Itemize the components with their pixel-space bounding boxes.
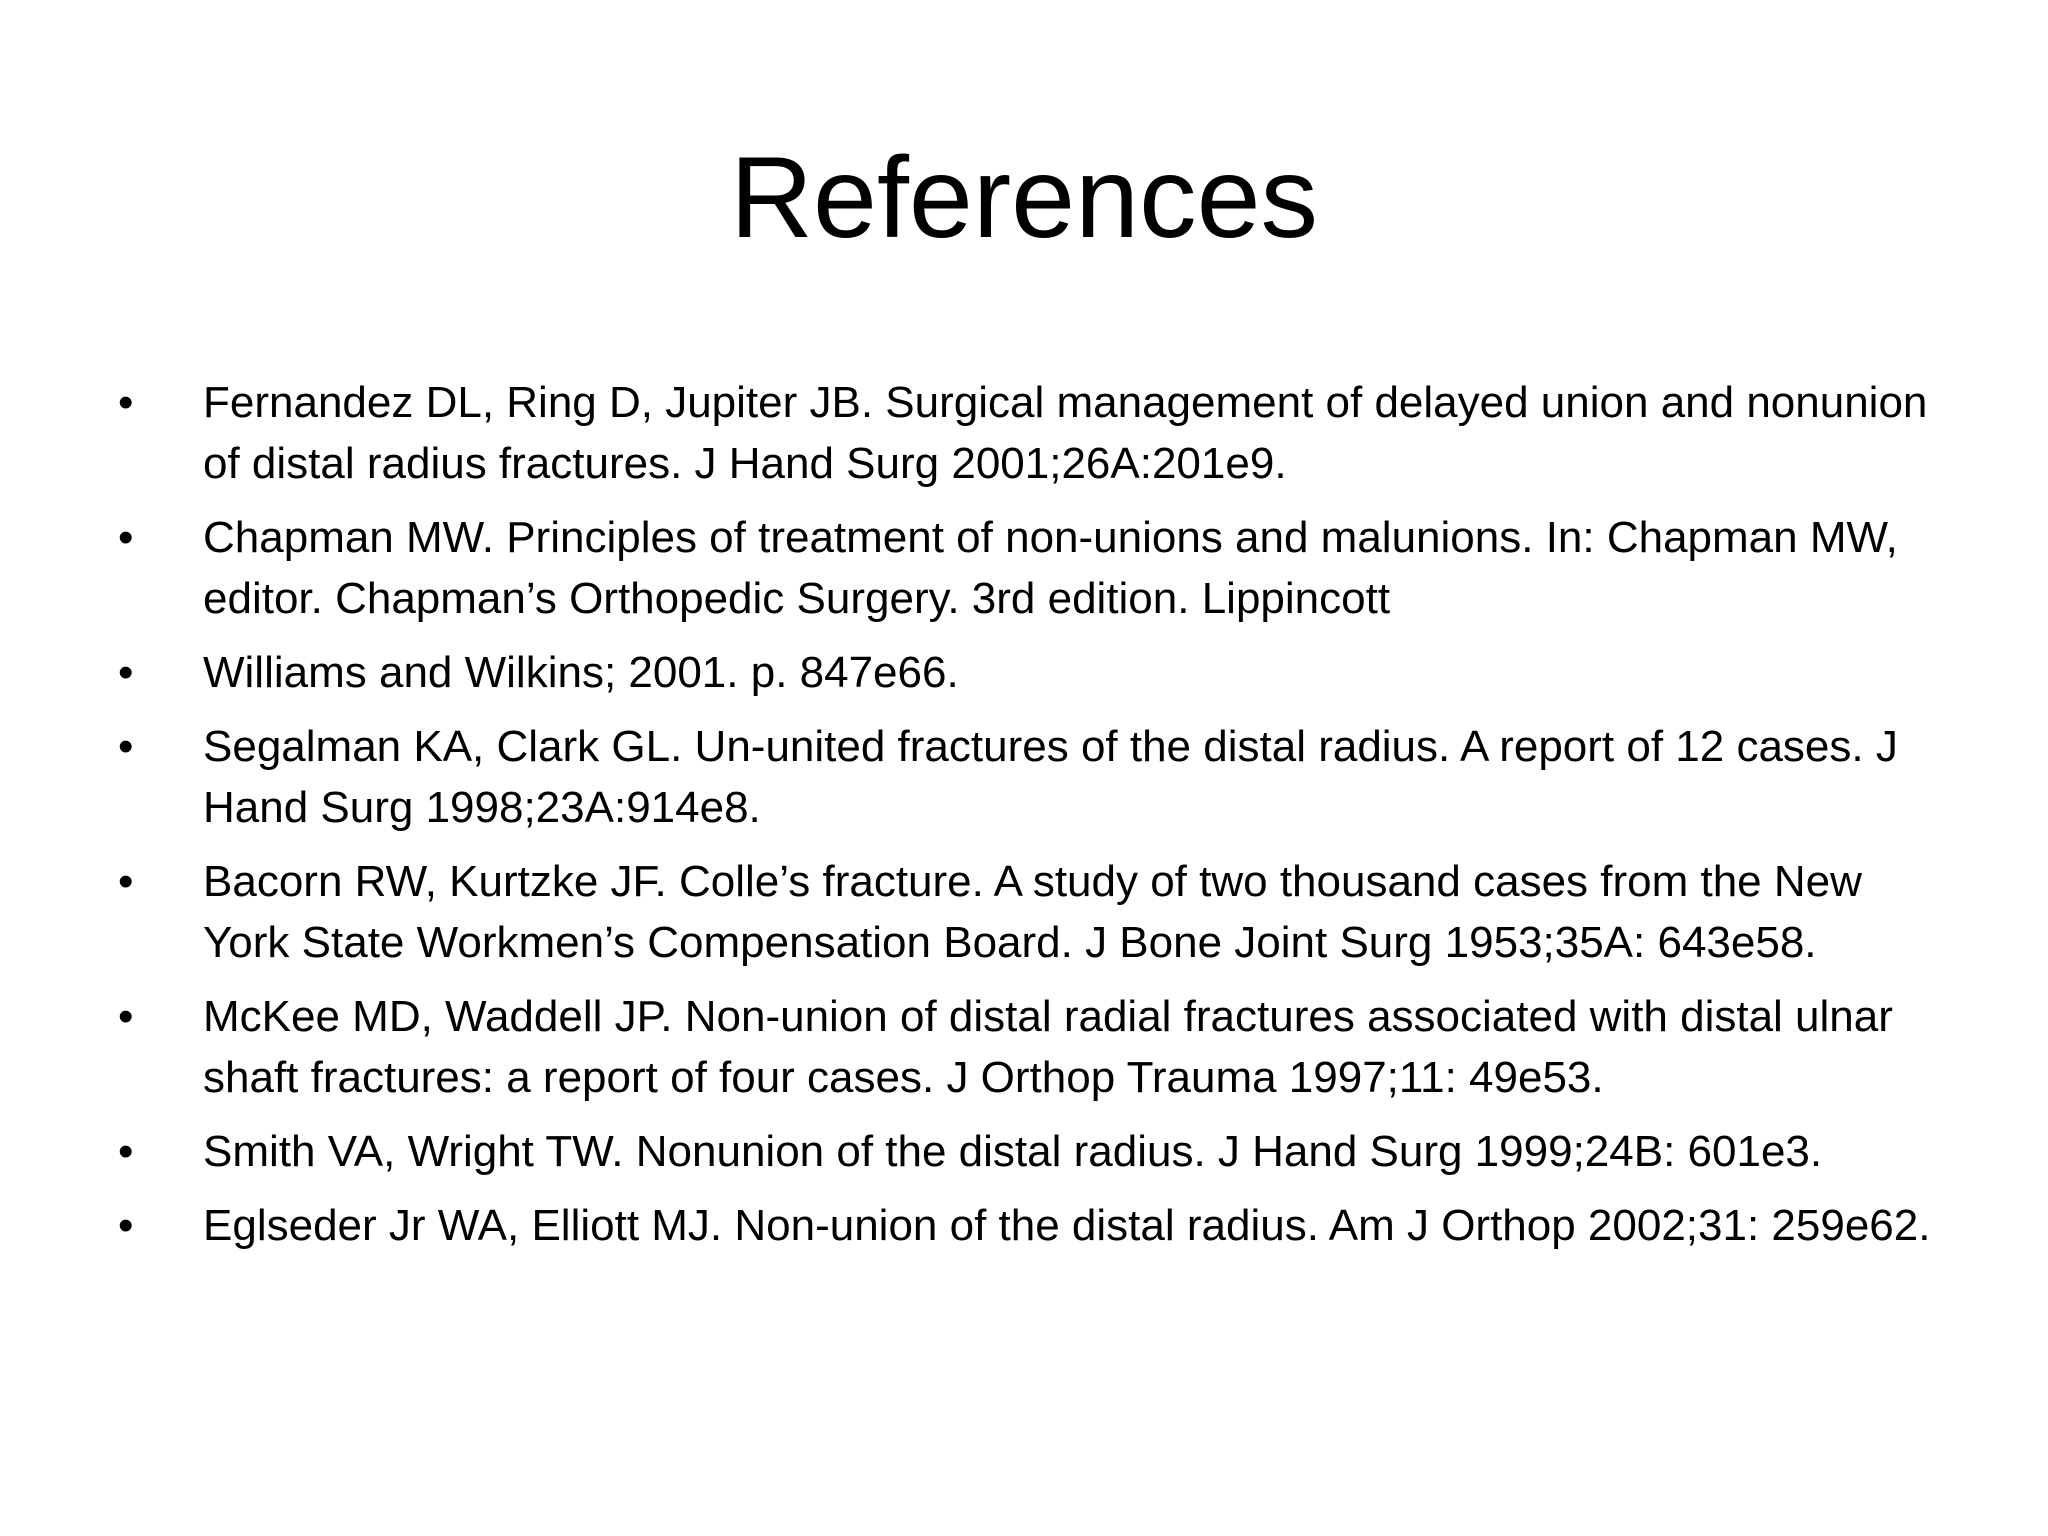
reference-text: McKee MD, Waddell JP. Non-union of distal radial fractures associated with distal ulnar shaft fractures: a report of four cases. J Orthop Trauma 1997;11: 49e53. [203, 992, 1893, 1102]
reference-text: Bacorn RW, Kurtzke JF. Colle’s fracture. A study of two thousand cases from the New York State Workmen’s Compensation Board. J Bone Joint Surg 1953;35A: 643e58. [203, 857, 1862, 967]
reference-item [118, 986, 1948, 1108]
reference-text: Fernandez DL, Ring D, Jupiter JB. Surgical management of delayed union and nonunion of distal radius fractures. J Hand Surg 2001;26A:201e9. [203, 378, 1928, 488]
bullet-icon: • [118, 1127, 134, 1176]
reference-text: Chapman MW. Principles of treatment of non-unions and malunions. In: Chapman MW, editor. Chapman’s Orthopedic Surgery. 3rd edition. Lippincott [203, 513, 1898, 623]
reference-item [118, 716, 1948, 838]
reference-text: Williams and Wilkins; 2001. p. 847e66. [203, 648, 959, 697]
reference-item [118, 642, 1948, 703]
bullet-icon: • [118, 648, 134, 697]
bullet-icon: • [118, 992, 134, 1041]
bullet-icon: • [118, 378, 134, 427]
reference-item [118, 372, 1948, 494]
reference-text: Eglseder Jr WA, Elliott MJ. Non-union of the distal radius. Am J Orthop 2002;31: 259e62. [203, 1201, 1931, 1250]
bullet-icon: • [118, 513, 134, 562]
reference-item [118, 507, 1948, 629]
bullet-icon: • [118, 857, 134, 906]
reference-item [118, 1195, 1948, 1256]
reference-text: Segalman KA, Clark GL. Un-united fractures of the distal radius. A report of 12 cases. J Hand Surg 1998;23A:914e8. [203, 722, 1898, 832]
reference-list [118, 372, 1948, 1269]
reference-item [118, 1121, 1948, 1182]
slide-title: References [729, 134, 1319, 262]
reference-item [118, 851, 1948, 973]
reference-text: Smith VA, Wright TW. Nonunion of the distal radius. J Hand Surg 1999;24B: 601e3. [203, 1127, 1823, 1176]
bullet-icon: • [118, 1201, 134, 1250]
bullet-icon: • [118, 722, 134, 771]
